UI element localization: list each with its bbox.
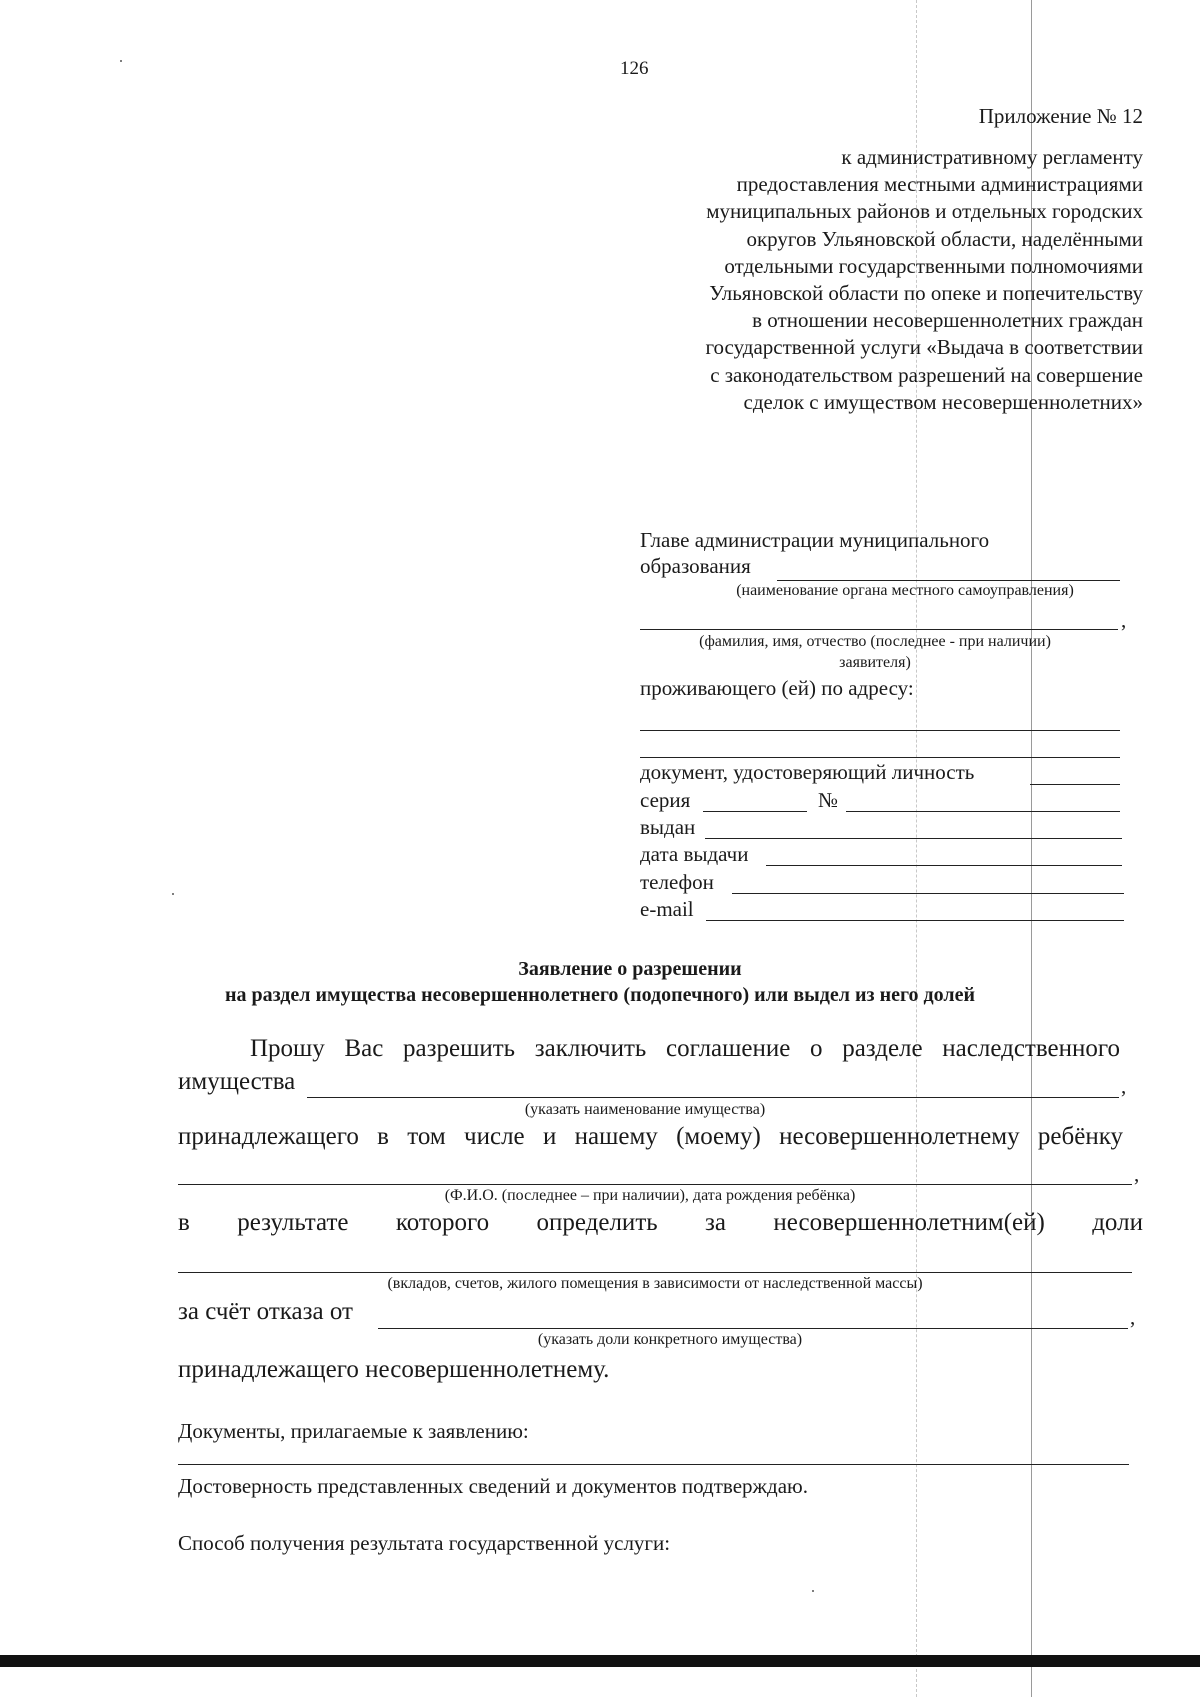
fio-comma: , <box>1121 608 1127 632</box>
phone-label: телефон <box>640 870 714 894</box>
property-caption: (указать наименование имущества) <box>524 1101 766 1118</box>
paragraph-child: принадлежащего в том числе и нашему (моему) несовершеннолетнему ребёнку <box>178 1123 1123 1150</box>
scan-bottom-edge <box>0 1655 1200 1667</box>
form-title: Заявление о разрешении <box>518 958 742 980</box>
org-name-caption: (наименование органа местного самоуправления) <box>736 582 1074 599</box>
issued-field[interactable] <box>705 838 1122 839</box>
number-label: № <box>818 788 839 812</box>
number-field[interactable] <box>846 811 1120 812</box>
word: за <box>705 1209 727 1236</box>
refusal-label: за счёт отказа от <box>178 1298 353 1325</box>
refusal-comma: , <box>1130 1305 1136 1329</box>
word: в <box>178 1209 190 1236</box>
paragraph-belonging: принадлежащего несовершеннолетнему. <box>178 1356 610 1383</box>
word: которого <box>395 1209 490 1236</box>
address-field-1[interactable] <box>640 730 1120 731</box>
fio-caption-cont: заявителя) <box>839 654 911 671</box>
issue-date-field[interactable] <box>766 865 1122 866</box>
appendix-line: муниципальных районов и отдельных городских <box>706 199 1143 224</box>
page-number: 126 <box>620 58 649 79</box>
property-comma: , <box>1121 1074 1127 1098</box>
address-label: проживающего (ей) по адресу: <box>640 676 914 700</box>
property-field[interactable] <box>307 1097 1119 1098</box>
documents-field[interactable] <box>178 1464 1129 1465</box>
paragraph-shares <box>178 1209 1143 1237</box>
scan-speck <box>120 60 122 62</box>
appendix-line: предоставления местными администрациями <box>736 172 1143 197</box>
issue-date-label: дата выдачи <box>640 842 749 866</box>
appendix-line: сделок с имуществом несовершеннолетних» <box>743 389 1143 414</box>
appendix-line: в отношении несовершеннолетних граждан <box>752 308 1143 333</box>
form-subtitle: на раздел имущества несовершеннолетнего (подопечного) или выдел из него долей <box>224 984 976 1006</box>
word: доли <box>1092 1209 1143 1236</box>
address-field-2[interactable] <box>640 757 1120 758</box>
appendix-line: государственной услуги «Выдача в соответствии <box>705 335 1143 360</box>
email-field[interactable] <box>706 920 1124 921</box>
refusal-caption: (указать доли конкретного имущества) <box>537 1331 803 1348</box>
appendix-line: отдельными государственными полномочиями <box>724 253 1143 278</box>
id-document-field[interactable] <box>1030 784 1120 785</box>
word: результате <box>237 1209 349 1236</box>
property-label: имущества <box>178 1068 296 1095</box>
appendix-line: с законодательством разрешений на совершение <box>710 362 1143 387</box>
scan-speck <box>812 1590 814 1592</box>
shares-field[interactable] <box>178 1272 1132 1273</box>
shares-caption: (вкладов, счетов, жилого помещения в зависимости от наследственной массы) <box>387 1275 923 1292</box>
word: определить <box>536 1209 658 1236</box>
email-label: e-mail <box>640 897 694 921</box>
refusal-field[interactable] <box>378 1328 1128 1329</box>
word: несовершеннолетним(ей) <box>773 1209 1045 1236</box>
child-comma: , <box>1134 1162 1140 1186</box>
applicant-fio-field[interactable] <box>640 629 1118 630</box>
id-document-label: документ, удостоверяющий личность <box>640 760 975 784</box>
appendix-line: к административному регламенту <box>841 145 1143 169</box>
confirmation-text: Достоверность представленных сведений и документов подтверждаю. <box>178 1474 808 1498</box>
paragraph-request: Прошу Вас разрешить заключить соглашение о разделе наследственного <box>250 1035 1120 1062</box>
appendix-line: Ульяновской области по опеке и попечительству <box>709 281 1143 306</box>
addressee-line-2: образования <box>640 554 751 578</box>
documents-label: Документы, прилагаемые к заявлению: <box>178 1419 529 1443</box>
child-caption: (Ф.И.О. (последнее – при наличии), дата рождения ребёнка) <box>444 1187 856 1204</box>
child-field[interactable] <box>178 1184 1132 1185</box>
org-name-field[interactable] <box>777 580 1120 581</box>
phone-field[interactable] <box>732 893 1124 894</box>
appendix-description <box>583 144 1143 416</box>
scan-speck <box>172 893 174 895</box>
fio-caption: (фамилия, имя, отчество (последнее - при наличии) <box>699 633 1051 650</box>
issued-label: выдан <box>640 815 696 839</box>
addressee-line-1: Главе администрации муниципального <box>640 528 990 552</box>
delivery-method-label: Способ получения результата государственной услуги: <box>178 1531 671 1555</box>
series-field[interactable] <box>703 811 807 812</box>
appendix-line: округов Ульяновской области, наделёнными <box>746 226 1143 251</box>
appendix-title: Приложение № 12 <box>978 104 1143 128</box>
series-label: серия <box>640 788 691 812</box>
